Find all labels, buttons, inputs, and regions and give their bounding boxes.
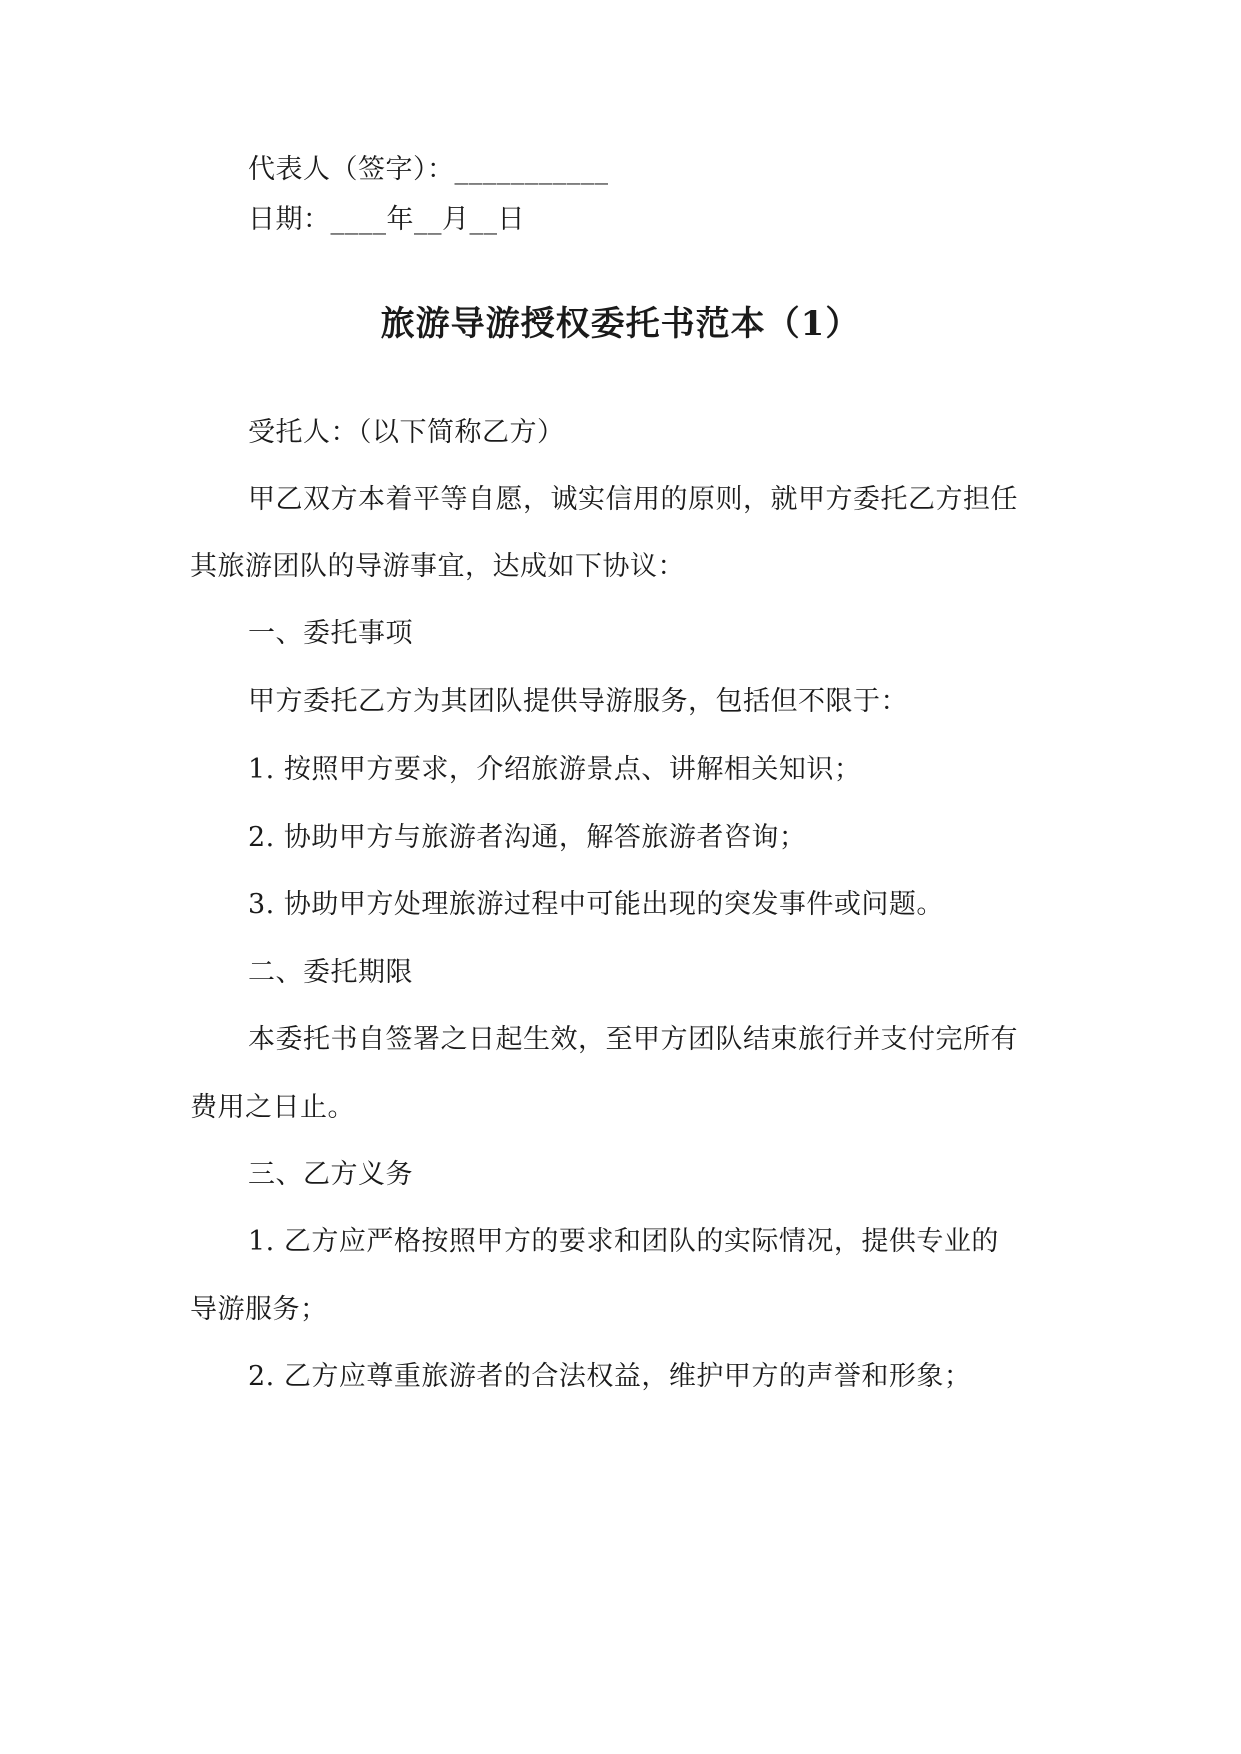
section-1-item-3: 3. 协助甲方处理旅游过程中可能出现的突发事件或问题。 <box>248 889 944 920</box>
trustee-line: 受托人：（以下简称乙方） <box>248 417 565 448</box>
section-3-item-1-line-1: 1. 乙方应严格按照甲方的要求和团队的实际情况，提供专业的 <box>248 1226 999 1257</box>
intro-paragraph-line-1: 甲乙双方本着平等自愿，诚实信用的原则，就甲方委托乙方担任 <box>248 484 1018 515</box>
date-line: 日期：____年__月__日 <box>248 204 525 235</box>
section-1-heading: 一、委托事项 <box>248 618 413 649</box>
section-1-item-2: 2. 协助甲方与旅游者沟通，解答旅游者咨询； <box>248 822 807 853</box>
section-3-heading: 三、乙方义务 <box>248 1159 413 1190</box>
section-2-paragraph-line-2: 费用之日止。 <box>190 1092 355 1123</box>
document-title: 旅游导游授权委托书范本（1） <box>380 304 861 344</box>
section-2-heading: 二、委托期限 <box>248 957 413 988</box>
section-3-item-2: 2. 乙方应尊重旅游者的合法权益，维护甲方的声誉和形象； <box>248 1361 972 1392</box>
representative-signature-line: 代表人（签字）：___________ <box>248 154 609 185</box>
intro-paragraph-line-2: 其旅游团队的导游事宜，达成如下协议： <box>190 551 685 582</box>
section-2-paragraph-line-1: 本委托书自签署之日起生效，至甲方团队结束旅行并支付完所有 <box>248 1024 1018 1055</box>
section-1-item-1: 1. 按照甲方要求，介绍旅游景点、讲解相关知识； <box>248 754 862 785</box>
section-1-intro: 甲方委托乙方为其团队提供导游服务，包括但不限于： <box>248 686 908 717</box>
section-3-item-1-line-2: 导游服务； <box>190 1294 328 1325</box>
